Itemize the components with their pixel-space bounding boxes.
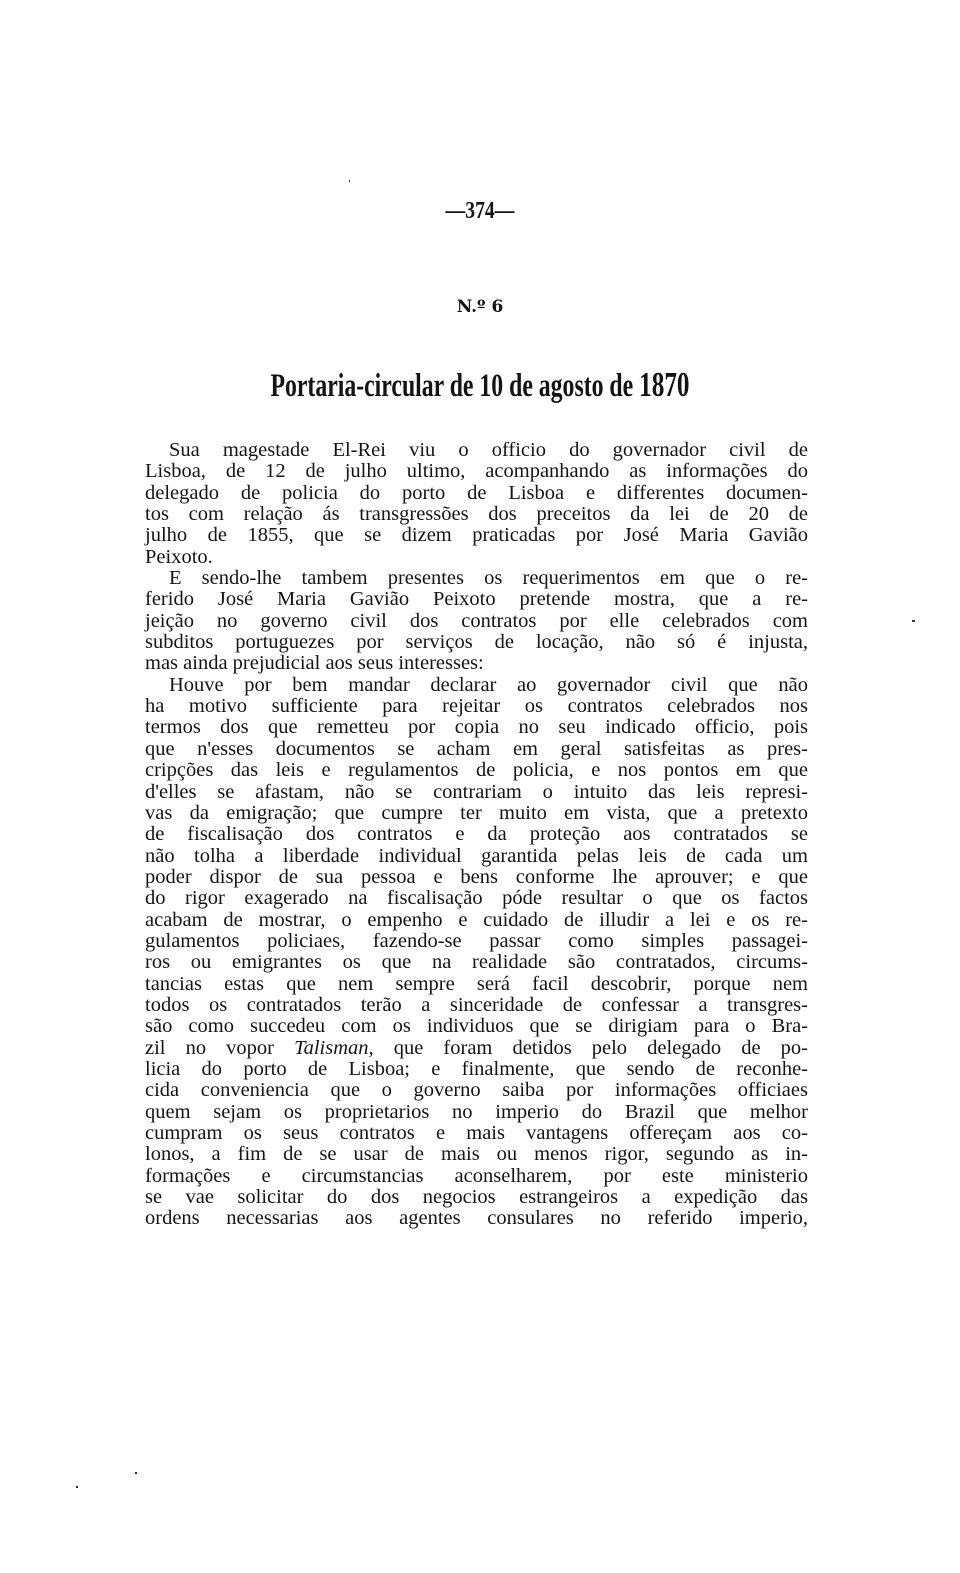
text-line: Peixoto. [145, 545, 213, 568]
text-line: delegado de policia do porto de Lisboa e differentes documen- [145, 481, 808, 504]
text-line: se vae solicitar do dos negocios estrangeiros a expedição das [145, 1186, 808, 1209]
text-line: gulamentos policiaes, fazendo-se passar como simples passagei- [145, 929, 808, 952]
text-line: não tolha a liberdade individual garantida pelas leis de cada um [145, 844, 808, 867]
text-line: vas da emigração; que cumpre ter muito em vista, que a pretexto [145, 801, 808, 824]
scan-speck [135, 1472, 137, 1474]
text-line: cida conveniencia que o governo saiba por informações officiaes [145, 1079, 808, 1102]
text-line: cripções das leis e regulamentos de policia, e nos pontos em que [145, 759, 808, 782]
text-line: todos os contratados terão a sinceridade de confessar a transgres- [145, 993, 808, 1016]
document-title [134, 365, 825, 405]
text-line: de fiscalisação dos contratos e da proteção aos contratados se [145, 823, 808, 846]
text-line: tos com relação ás transgressões dos preceitos da lei de 20 de [145, 503, 808, 526]
text-line: que n'esses documentos se acham em geral satisfeitas as pres- [145, 737, 808, 760]
text-line: acabam de mostrar, o empenho e cuidado de illudir a lei e os re- [145, 908, 808, 931]
scan-speck [349, 180, 350, 182]
text-line: poder dispor de sua pessoa e bens conforme lhe aprouver; e que [145, 865, 808, 888]
text-line: cumpram os seus contratos e mais vantagens offereçam aos co- [145, 1122, 808, 1144]
text-line: Sua magestade El-Rei viu o officio do governador civil de [169, 439, 808, 461]
text-line: formações e circumstancias aconselharem, por este ministerio [145, 1164, 808, 1187]
text-line: do rigor exagerado na fiscalisação póde resultar o que os factos [145, 887, 808, 910]
text-line: Houve por bem mandar declarar ao governador civil que não [169, 673, 808, 696]
scan-speck [912, 620, 915, 622]
text-line: mas ainda prejudicial aos seus interesses: [145, 652, 484, 675]
text-line: quem sejam os proprietarios no imperio do Brazil que melhor [145, 1100, 808, 1123]
title-text: Portaria-circular de 10 de agosto de [270, 368, 640, 404]
text-line: subditos portuguezes por serviços de locação, não só é injusta, [145, 631, 808, 654]
text-line: zil no vopor Talisman, que foram detidos pelo delegado de po- [145, 1036, 808, 1059]
text-line: lonos, a fim de se usar de mais ou menos rigor, segundo as in- [145, 1143, 808, 1166]
text-line: são como succedeu com os individuos que se dirigiam para o Bra- [145, 1015, 808, 1038]
text-line: licia do porto de Lisboa; e finalmente, que sendo de reconhe- [145, 1057, 808, 1080]
text-line: ferido José Maria Gavião Peixoto pretende mostra, que a re- [145, 588, 808, 611]
scan-speck [76, 1486, 78, 1488]
paragraph [145, 675, 808, 1230]
text-line: Lisboa, de 12 de julho ultimo, acompanhando as informações do [145, 460, 808, 483]
italic-ship-name: Talisman [294, 1036, 369, 1059]
page-number: —374— [445, 198, 515, 224]
text-line: ordens necessarias aos agentes consulares no referido imperio, [145, 1207, 808, 1230]
paragraph [145, 568, 808, 675]
document-number: N.º 6 [456, 297, 504, 317]
paragraph [145, 440, 808, 568]
text-line: jeição no governo civil dos contratos por elle celebrados com [145, 609, 808, 632]
text-line: julho de 1855, que se dizem praticadas por José Maria Gavião [145, 524, 808, 547]
text-line: ros ou emigrantes os que na realidade são contratados, circums- [145, 951, 808, 974]
text-line: ha motivo sufficiente para rejeitar os contratos celebrados nos [145, 695, 808, 718]
body-text [145, 440, 808, 1230]
title-year: 1870 [639, 365, 690, 404]
text-line: tancias estas que nem sempre será facil descobrir, porque nem [145, 972, 808, 995]
text-line: E sendo-lhe tambem presentes os requerimentos em que o re- [169, 567, 808, 590]
text-line: d'elles se afastam, não se contrariam o intuito das leis represi- [145, 780, 808, 803]
text-line: termos dos que remetteu por copia no seu indicado officio, pois [145, 716, 808, 739]
